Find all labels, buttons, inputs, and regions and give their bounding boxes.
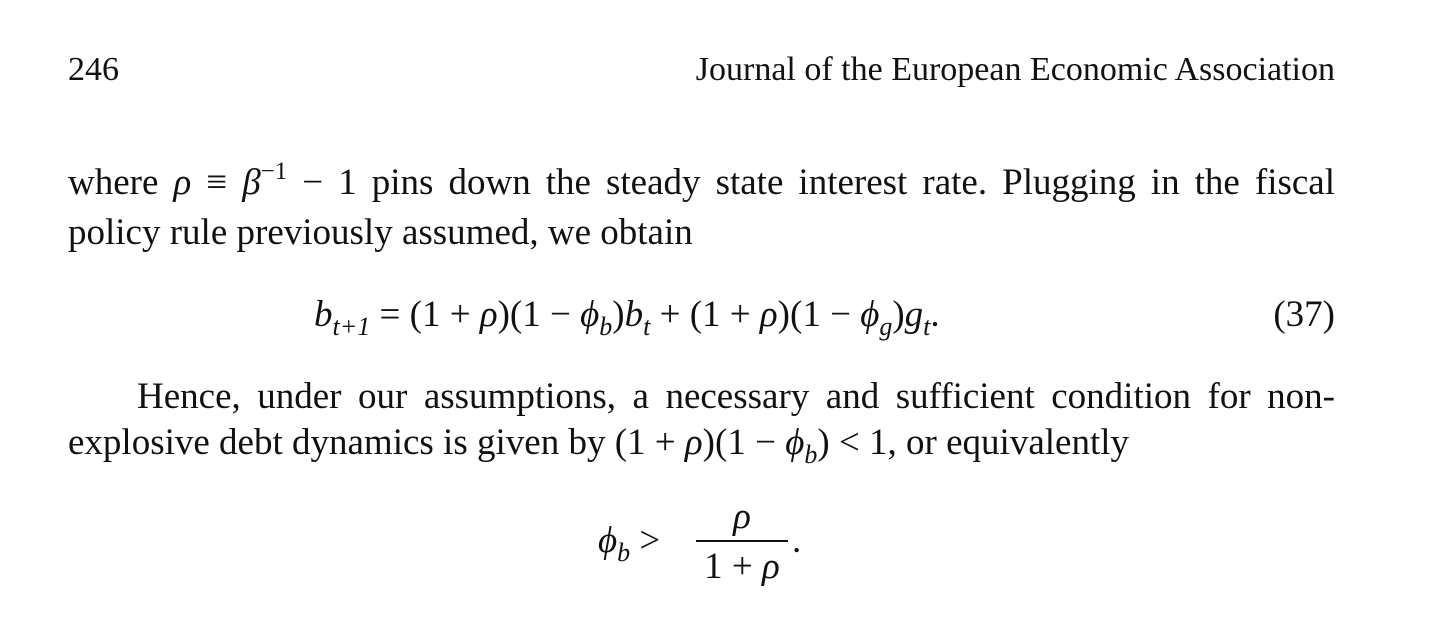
eq-phi-g: ϕ — [860, 294, 880, 335]
eq-sub-t-2: t — [923, 312, 931, 341]
equiv-symbol: ≡ — [191, 162, 243, 203]
eq-part-4: + (1 + — [650, 294, 760, 335]
paragraph-2 — [68, 374, 1335, 469]
running-head: Journal of the European Economic Association — [695, 51, 1335, 88]
inline-phi: ϕ — [785, 422, 805, 463]
fraction-denominator — [694, 542, 790, 588]
eq-g: g — [904, 294, 924, 335]
inline-rho: ρ — [684, 422, 703, 463]
eq-b-t: b — [624, 294, 644, 335]
eq-end: . — [930, 294, 940, 335]
eq-part-1: = (1 + — [370, 294, 480, 335]
inequality-period: . — [792, 520, 802, 561]
eq-sub-t: t — [643, 312, 651, 341]
inline-sub-b: b — [804, 440, 818, 469]
paragraph-2-text-1: Hence, under our assumptions, a necessary and sufficient condition for non-explosive debt dynamics is given by — [68, 376, 1335, 463]
minus-one: − 1 — [287, 162, 357, 203]
inline-math-2: )(1 − — [702, 422, 786, 463]
equation-number: (37) — [1273, 294, 1335, 335]
eq-phi-b: ϕ — [580, 294, 600, 335]
eq-sub-b: b — [599, 312, 613, 341]
eq-part-2: )(1 − — [497, 294, 581, 335]
equation-37 — [314, 292, 940, 341]
eq-rho-2: ρ — [759, 294, 778, 335]
eq-b: b — [314, 294, 333, 335]
paragraph-1 — [68, 160, 1335, 256]
inline-math-1: (1 + — [614, 422, 685, 463]
inverse-exponent: −1 — [260, 158, 288, 185]
eq-part-6: ) — [892, 294, 905, 335]
fraction — [694, 494, 790, 588]
fraction-numerator: ρ — [733, 496, 751, 537]
word-where: where — [68, 162, 159, 203]
denominator-rho: ρ — [762, 546, 780, 587]
paragraph-1-text: pins down the steady state interest rate. Plugging in the fiscal policy rule previously assumed, we obtain — [68, 162, 1336, 253]
ineq-sub-b: b — [617, 538, 631, 567]
eq-sub-t-plus-1: t+1 — [332, 312, 371, 341]
inequality-lhs — [598, 518, 660, 567]
ineq-phi: ϕ — [598, 520, 618, 561]
eq-rho: ρ — [479, 294, 498, 335]
beta-symbol: β — [242, 162, 261, 203]
page-header — [68, 50, 1335, 90]
paragraph-2-text-2: , or equivalently — [887, 422, 1130, 463]
denominator-one-plus: 1 + — [704, 546, 763, 587]
eq-sub-g: g — [879, 312, 893, 341]
rho-symbol: ρ — [173, 162, 192, 203]
ineq-gt: > — [630, 520, 661, 561]
eq-part-5: )(1 − — [777, 294, 861, 335]
eq-part-3: ) — [612, 294, 625, 335]
page-number: 246 — [68, 51, 119, 88]
inline-math-3: ) < 1 — [817, 422, 888, 463]
